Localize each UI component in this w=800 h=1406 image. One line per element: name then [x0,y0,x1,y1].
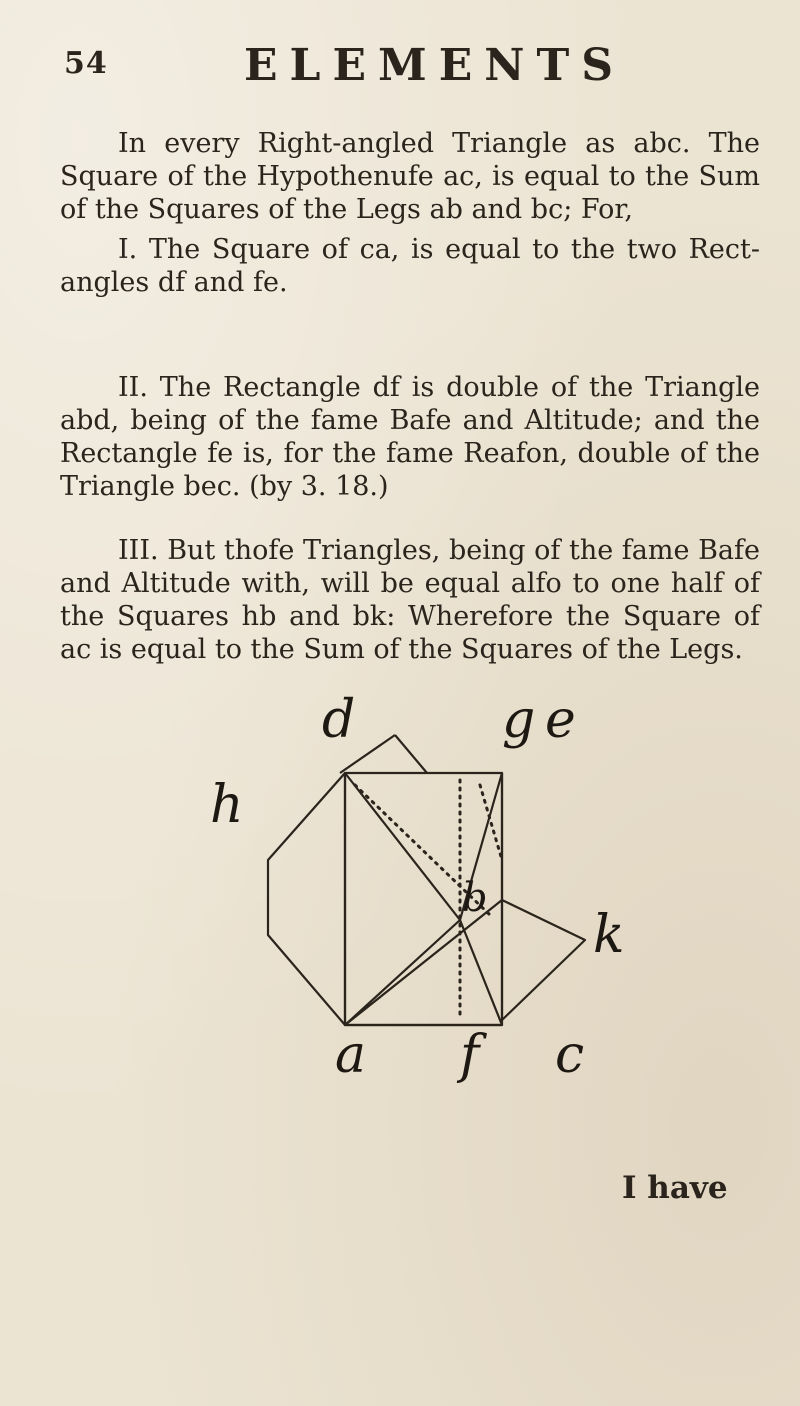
line-d-to-b [345,773,460,920]
figure-label-c: c [555,1025,585,1085]
catchword: I have [622,1170,728,1206]
figure-label-f: f [460,1025,480,1085]
figure-label-b: b [462,875,488,921]
geometric-figure [190,690,630,1120]
paragraph-one: I. The Square of ca, is equal to the two Rect-angles df and fe. [60,234,760,298]
square-on-bc [502,773,585,1020]
figure-label-h: h [210,775,244,835]
page-header [64,40,744,100]
triangle-abc [345,920,502,1025]
figure-label-a: a [335,1025,367,1085]
figure-label-g: g [502,690,536,750]
running-head: ELEMENTS [244,40,625,91]
figure-label-e: e [545,690,576,750]
figure-label-k: k [593,905,625,965]
dotted-line-right [480,785,502,860]
figure-label-d: d [322,690,356,750]
page-number: 54 [64,46,108,81]
line-top-e [395,735,427,773]
square-on-ab [268,773,345,1025]
paragraph-three: III. But thofe Triangles, being of the fame Bafe and Altitude with, will be equal alfo to one half of the Squares hb and bk: Wherefore the Square of ac is equal to the Sum of the Squares of the Legs. [60,535,760,665]
paragraph-two: II. The Rectangle df is double of the Triangle abd, being of the fame Bafe and Altitude; and the Rectangle fe is, for the fame Reafon, double of the Triangle bec. (by 3. 18.) [60,372,760,502]
paragraph-intro: In every Right-angled Triangle as abc. The Square of the Hypothenufe ac, is equal to the Sum of the Squares of the Legs ab and bc; For, [60,128,760,225]
